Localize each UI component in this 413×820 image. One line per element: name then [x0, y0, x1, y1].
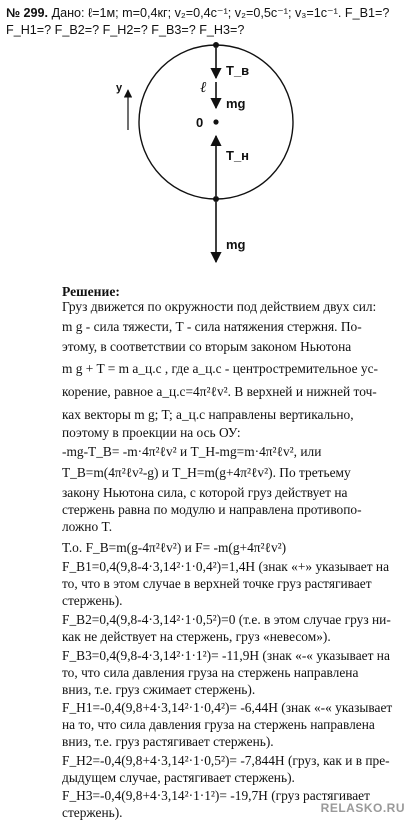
- solution-line: m g + T = m a_ц.с , где a_ц.с - центростремительное ус-: [62, 361, 378, 376]
- solution-line: на то, что сила давления груза на стержень направлена: [62, 717, 375, 732]
- solution-line: F_B1=0,4(9,8-4·3,14²·1·0,4²)=1,4Н (знак «+» указывает на: [62, 559, 390, 574]
- tension-bottom-label: T_н: [226, 148, 250, 163]
- solution-line: F_H3=-0,4(9,8+4·3,14²·1·1²)= -19,7Н (груз растягивает: [62, 788, 370, 803]
- force-diagram: [0, 30, 413, 300]
- gravity-top-label: mg: [226, 96, 246, 111]
- bottom-point: [213, 196, 219, 202]
- solution-line: закону Ньютона сила, с которой груз действует на: [62, 485, 348, 500]
- solution-line: стержень равна по модулю и направлена противопо-: [62, 502, 362, 517]
- watermark: RELASKO.RU: [320, 801, 405, 815]
- solution-line: -mg-T_B= -m·4π²ℓv² и T_H-mg=m·4π²ℓv², или: [62, 444, 322, 459]
- solution-line: то, что в этом случае в верхней точке груз растягивает: [62, 576, 372, 591]
- solution-line: то, что сила давления груза на стержень направлена: [62, 665, 359, 680]
- center-label: 0: [196, 115, 204, 130]
- solution-line: как не действует на стержень, груз «невесом»).: [62, 629, 331, 644]
- solution-line: F_B3=0,4(9,8-4·3,14²·1·1²)= -11,9Н (знак «-« указывает на: [62, 648, 390, 663]
- gravity-bottom-label: mg: [226, 237, 246, 252]
- y-axis-label: y: [116, 82, 123, 94]
- given-text: Дано: ℓ=1м; m=0,4кг; v₂=0,4с⁻¹; v₂=0,5с⁻¹; v₃=1с⁻¹. F_B1=?: [51, 6, 390, 20]
- solution-line: T_B=m(4π²ℓv²-g) и T_H=m(g+4π²ℓv²). По третьему: [62, 465, 351, 480]
- solution-line: Т.о. F_B=m(g-4π²ℓv²) и F= -m(g+4π²ℓv²): [62, 540, 287, 555]
- solution-line: ках векторы m g; T; a_ц.с направлены вертикально,: [62, 407, 354, 422]
- solution-heading: Решение:: [62, 284, 120, 299]
- solution-line: стержень).: [62, 593, 123, 608]
- header-line-2: F_H1=? F_B2=? F_H2=? F_B3=? F_H3=?: [6, 23, 245, 37]
- solution-line: F_H2=-0,4(9,8+4·3,14²·1·0,5²)= -7,844Н (груз, как и в пре-: [62, 753, 390, 768]
- center-point: [213, 119, 218, 124]
- solution-line: стержень).: [62, 805, 123, 820]
- solution-line: ложно T.: [62, 519, 113, 534]
- solution-line: этому, в соответствии со вторым законом Ньютона: [62, 339, 352, 354]
- tension-top-label: T_в: [226, 63, 250, 78]
- solution-line: вниз, т.е. груз растягивает стержень).: [62, 734, 274, 749]
- top-point: [213, 42, 219, 48]
- solution-line: m g - сила тяжести, T - сила натяжения стержня. По-: [62, 319, 362, 334]
- solution-line: Груз движется по окружности под действием двух сил:: [62, 299, 377, 314]
- solution-line: дыдущем случае, растягивает стержень).: [62, 770, 295, 785]
- solution-line: корение, равное a_ц.с=4π²ℓv². В верхней и нижней точ-: [62, 384, 377, 399]
- header-line-1: [6, 6, 389, 21]
- problem-number: № 299.: [6, 6, 49, 20]
- solution-line: F_H1=-0,4(9,8+4·3,14²·1·0,4²)= -6,44Н (знак «-« указывает: [62, 700, 393, 715]
- solution-line: поэтому в проекции на ось ОУ:: [62, 425, 241, 440]
- length-label: ℓ: [200, 80, 207, 96]
- solution-line: вниз, т.е. груз сжимает стержень).: [62, 682, 256, 697]
- solution-line: F_B2=0,4(9,8-4·3,14²·1·0,5²)=0 (т.е. в этом случае груз ни-: [62, 612, 391, 627]
